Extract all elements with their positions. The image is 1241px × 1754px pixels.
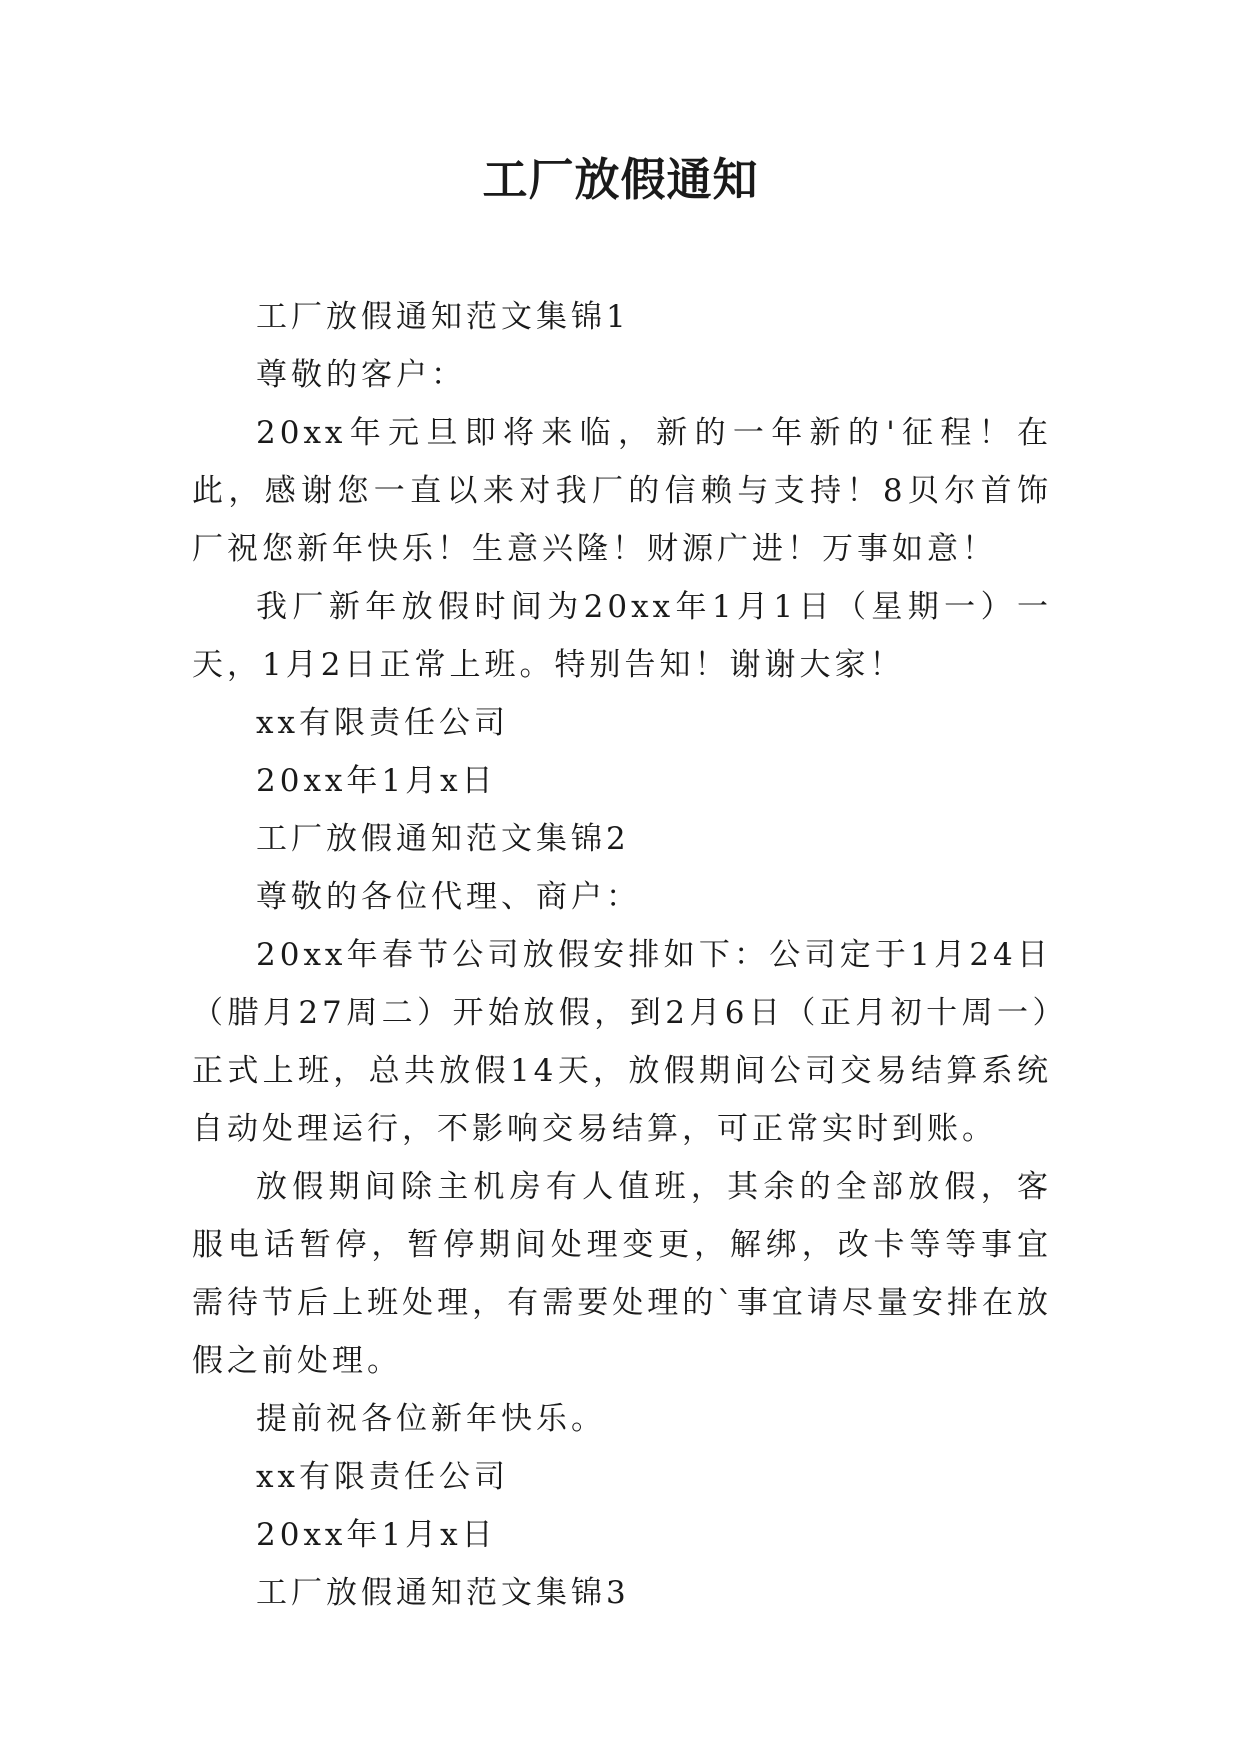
signature-date: 20xx年1月x日 xyxy=(256,1517,497,1553)
document-title: 工厂放假通知 xyxy=(482,153,759,206)
salutation-2: 尊敬的各位代理、商户： xyxy=(256,879,641,915)
body-paragraph: 20xx年元旦即将来临，新的一年新的'征程！在此，感谢您一直以来对我厂的信赖与支持！8贝尔首饰厂祝您新年快乐！生意兴隆！财源广进！万事如意！ xyxy=(192,415,1052,567)
section-heading-2: 工厂放假通知范文集锦2 xyxy=(256,821,630,857)
section-heading-1: 工厂放假通知范文集锦1 xyxy=(256,299,630,335)
document-body xyxy=(192,288,1052,1622)
body-paragraph: 我厂新年放假时间为20xx年1月1日（星期一）一天，1月2日正常上班。特别告知！谢谢大家！ xyxy=(192,589,1052,683)
signature-company: xx有限责任公司 xyxy=(256,1459,509,1495)
salutation-1: 尊敬的客户： xyxy=(256,357,466,393)
body-paragraph: 20xx年春节公司放假安排如下：公司定于1月24日（腊月27周二）开始放假，到2月6日（正月初十周一）正式上班，总共放假14天，放假期间公司交易结算系统自动处理运行，不影响交易结算，可正常实时到账。 xyxy=(192,937,1052,1147)
signature-company: xx有限责任公司 xyxy=(256,705,509,741)
body-paragraph: 提前祝各位新年快乐。 xyxy=(256,1401,606,1437)
section-heading-3: 工厂放假通知范文集锦3 xyxy=(256,1575,630,1611)
signature-date: 20xx年1月x日 xyxy=(256,763,497,799)
body-paragraph: 放假期间除主机房有人值班，其余的全部放假，客服电话暂停，暂停期间处理变更，解绑，改卡等等事宜需待节后上班处理，有需要处理的`事宜请尽量安排在放假之前处理。 xyxy=(192,1169,1052,1379)
